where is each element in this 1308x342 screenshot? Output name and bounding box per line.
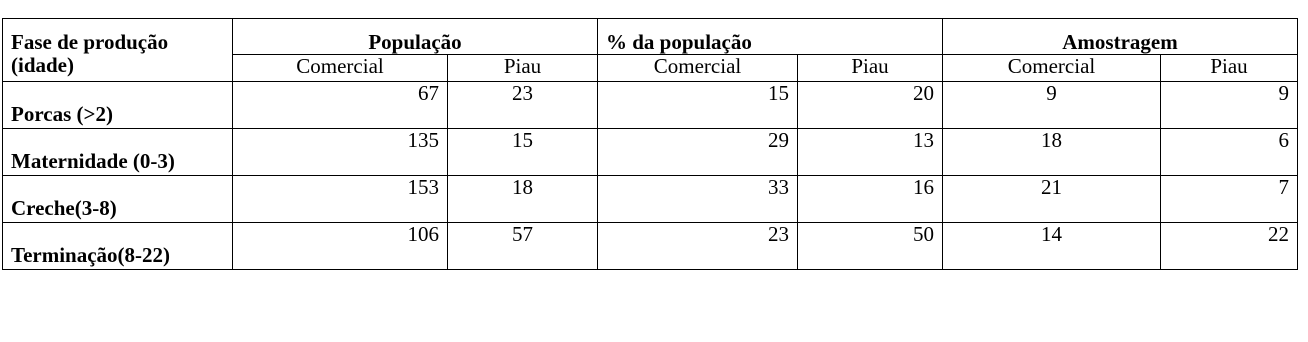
percent-population-group-header: % da população — [598, 19, 943, 55]
population-commercial-header: Comercial — [233, 55, 448, 82]
sampling-commercial-header: Comercial — [943, 55, 1161, 82]
phase-cell: Porcas (>2) — [3, 82, 233, 129]
table-row — [3, 129, 1298, 176]
percent-piau-cell: 16 — [798, 176, 943, 223]
sampling-piau-header: Piau — [1161, 55, 1298, 82]
population-commercial-cell: 153 — [233, 176, 448, 223]
sampling-piau-cell: 6 — [1161, 129, 1298, 176]
sampling-group-header: Amostragem — [943, 19, 1298, 55]
phase-cell: Maternidade (0-3) — [3, 129, 233, 176]
sampling-commercial-cell: 9 — [943, 82, 1161, 129]
population-piau-header: Piau — [448, 55, 598, 82]
table-row — [3, 223, 1298, 270]
sampling-piau-cell: 7 — [1161, 176, 1298, 223]
percent-piau-cell: 50 — [798, 223, 943, 270]
population-commercial-cell: 135 — [233, 129, 448, 176]
phase-cell: Creche(3-8) — [3, 176, 233, 223]
sampling-commercial-cell: 21 — [943, 176, 1161, 223]
percent-piau-header: Piau — [798, 55, 943, 82]
phase-column-header: Fase de produção (idade) — [3, 19, 233, 82]
percent-commercial-header: Comercial — [598, 55, 798, 82]
production-phase-table — [2, 18, 1298, 270]
percent-commercial-cell: 15 — [598, 82, 798, 129]
percent-commercial-cell: 29 — [598, 129, 798, 176]
population-commercial-cell: 67 — [233, 82, 448, 129]
phase-cell: Terminação(8-22) — [3, 223, 233, 270]
sampling-commercial-cell: 18 — [943, 129, 1161, 176]
population-piau-cell: 15 — [448, 129, 598, 176]
percent-piau-cell: 20 — [798, 82, 943, 129]
population-piau-cell: 18 — [448, 176, 598, 223]
sampling-piau-cell: 9 — [1161, 82, 1298, 129]
population-group-header: População — [233, 19, 598, 55]
population-commercial-cell: 106 — [233, 223, 448, 270]
sampling-commercial-cell: 14 — [943, 223, 1161, 270]
percent-commercial-cell: 23 — [598, 223, 798, 270]
sampling-piau-cell: 22 — [1161, 223, 1298, 270]
percent-commercial-cell: 33 — [598, 176, 798, 223]
population-piau-cell: 57 — [448, 223, 598, 270]
group-header-row — [3, 19, 1298, 55]
percent-piau-cell: 13 — [798, 129, 943, 176]
table-row — [3, 176, 1298, 223]
population-piau-cell: 23 — [448, 82, 598, 129]
table-row — [3, 82, 1298, 129]
